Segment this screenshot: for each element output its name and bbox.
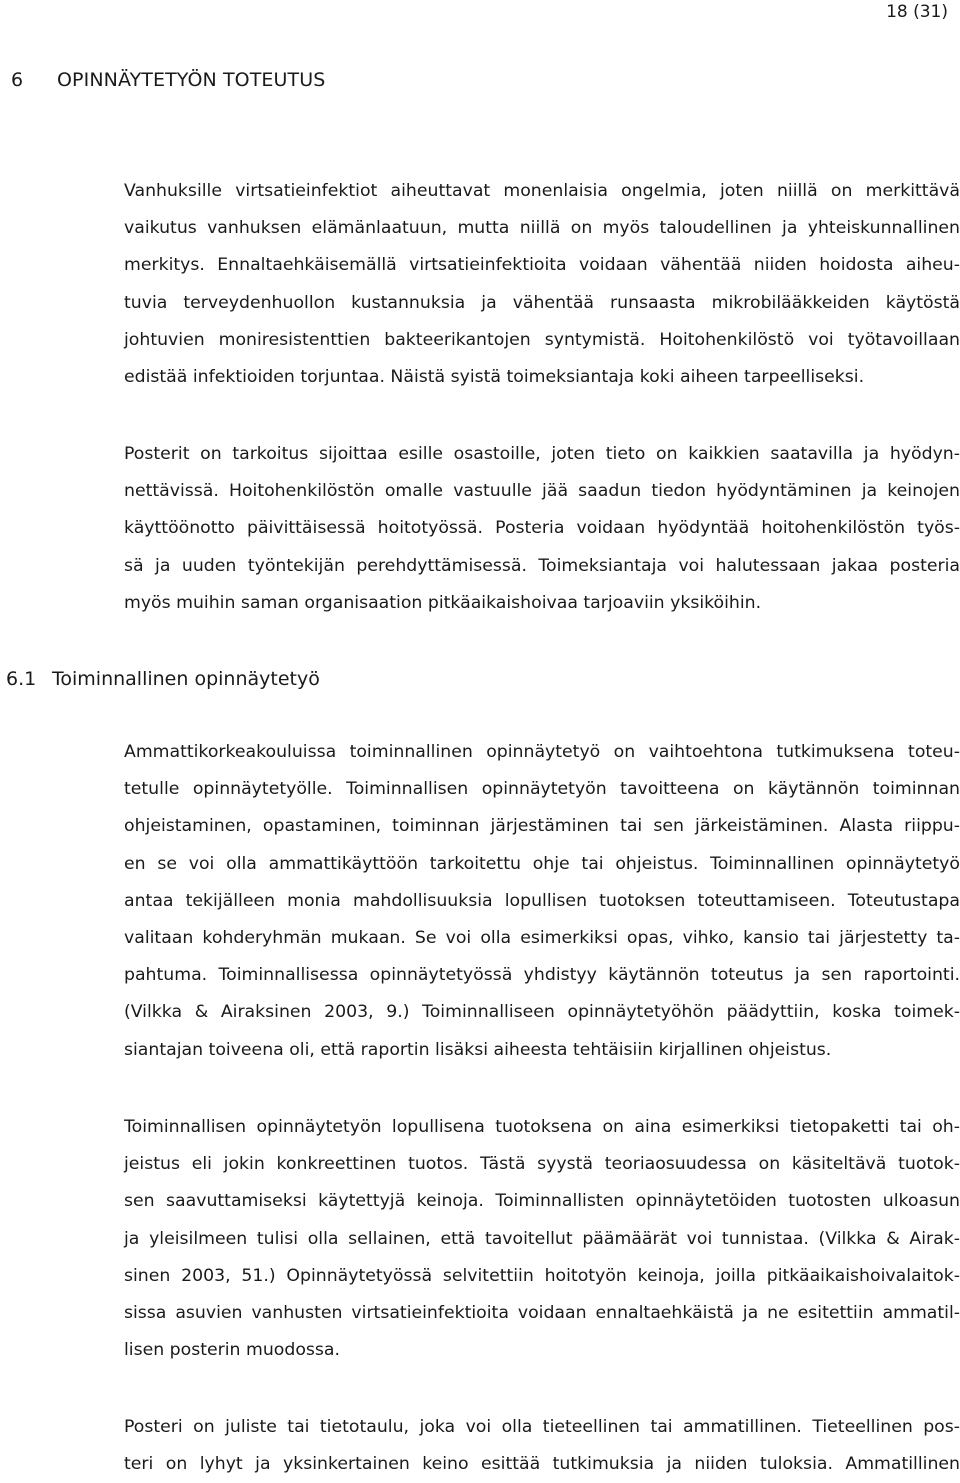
paragraph-5 bbox=[124, 1409, 960, 1483]
section-number: 6.1 bbox=[6, 668, 37, 690]
chapter-heading bbox=[11, 68, 325, 92]
section-title: Toiminnallinen opinnäytetyö bbox=[52, 668, 320, 690]
text-line: sissa asuvien vanhusten virtsatieinfektioita voidaan ennaltaehkäistä ja ne esitettiin ammatil- bbox=[124, 1303, 960, 1324]
text-line: myös muihin saman organisaation pitkäaikaishoivaa tarjoaviin yksiköihin. bbox=[124, 592, 762, 613]
page-number: 18 (31) bbox=[886, 2, 948, 22]
text-line: edistää infektioiden torjuntaa. Näistä syistä toimeksiantaja koki aiheen tarpeelliseksi. bbox=[124, 367, 865, 388]
text-line: lisen posterin muodossa. bbox=[124, 1340, 340, 1361]
text-line: en se voi olla ammattikäyttöön tarkoitettu ohje tai ohjeistus. Toiminnallinen opinnäytetyö bbox=[124, 853, 960, 874]
paragraph-2 bbox=[124, 436, 960, 622]
text-line: jeistus eli jokin konkreettinen tuotos. Tästä syystä teoriaosuudessa on käsiteltävä tuotok- bbox=[124, 1154, 960, 1175]
section-heading bbox=[6, 667, 320, 691]
paragraph-4 bbox=[124, 1109, 960, 1369]
text-line: nettävissä. Hoitohenkilöstön omalle vastuulle jää saadun tiedon hyödyntäminen ja keinojen bbox=[124, 481, 960, 502]
text-line: vaikutus vanhuksen elämänlaatuun, mutta niillä on myös taloudellinen ja yhteiskunnallinen bbox=[124, 218, 960, 239]
text-line: ohjeistaminen, opastaminen, toiminnan järjestäminen tai sen järkeistäminen. Alasta riippu- bbox=[124, 816, 960, 837]
paragraph-1 bbox=[124, 173, 960, 396]
text-line: merkitys. Ennaltaehkäisemällä virtsatieinfektioita voidaan vähentää niiden hoidosta aiheu- bbox=[124, 255, 960, 276]
text-line: Toiminnallisen opinnäytetyön lopullisena tuotoksena on aina esimerkiksi tietopaketti tai oh- bbox=[124, 1117, 960, 1137]
text-line: Posterit on tarkoitus sijoittaa esille osastoille, joten tieto on kaikkien saatavilla ja hyödyn- bbox=[124, 444, 960, 464]
text-line: ja yleisilmeen tulisi olla sellainen, että tavoitellut päämäärät voi tunnistaa. (Vilkka & Airak- bbox=[124, 1228, 960, 1249]
text-line: sen saavuttamiseksi käytettyjä keinoja. Toiminnallisten opinnäytetöiden tuotosten ulkoasun bbox=[124, 1191, 960, 1212]
text-line: teri on lyhyt ja yksinkertainen keino esittää tutkimuksia ja niiden tuloksia. Ammatillinen bbox=[124, 1454, 960, 1475]
text-line: pahtuma. Toiminnallisessa opinnäytetyössä yhdistyy käytännön toteutus ja sen raportointi. bbox=[124, 965, 960, 986]
text-line: sinen 2003, 51.) Opinnäytetyössä selvitettiin hoitotyön keinoja, joilla pitkäaikaishoivalaitok- bbox=[124, 1265, 960, 1286]
text-line: käyttöönotto päivittäisessä hoitotyössä. Posteria voidaan hyödyntää hoitohenkilöstön työs- bbox=[124, 518, 960, 539]
text-line: Posteri on juliste tai tietotaulu, joka voi olla tieteellinen tai ammatillinen. Tieteellinen pos- bbox=[124, 1417, 960, 1437]
text-line: sä ja uuden työntekijän perehdyttämisessä. Toimeksiantaja voi halutessaan jakaa posteria bbox=[124, 555, 960, 576]
paragraph-3 bbox=[124, 734, 960, 1069]
chapter-title: OPINNÄYTETYÖN TOTEUTUS bbox=[57, 69, 326, 91]
text-line: siantajan toiveena oli, että raportin lisäksi aiheesta tehtäisiin kirjallinen ohjeistus. bbox=[124, 1039, 832, 1060]
text-line: tuvia terveydenhuollon kustannuksia ja vähentää runsaasta mikrobilääkkeiden käytöstä bbox=[124, 292, 960, 313]
text-line: tetulle opinnäytetyölle. Toiminnallisen opinnäytetyön tavoitteena on käytännön toiminnan bbox=[124, 779, 960, 800]
text-line: antaa tekijälleen monia mahdollisuuksia lopullisen tuotoksen toteuttamiseen. Toteutustapa bbox=[124, 890, 960, 911]
chapter-number: 6 bbox=[11, 69, 24, 91]
text-line: Ammattikorkeakouluissa toiminnallinen opinnäytetyö on vaihtoehtona tutkimuksena toteu- bbox=[124, 742, 960, 762]
text-line: valitaan kohderyhmän mukaan. Se voi olla esimerkiksi opas, vihko, kansio tai järjestetty ta- bbox=[124, 928, 960, 949]
text-line: Vanhuksille virtsatieinfektiot aiheuttavat monenlaisia ongelmia, joten niillä on merkittävä bbox=[124, 181, 960, 201]
text-line: (Vilkka & Airaksinen 2003, 9.) Toiminnalliseen opinnäytetyöhön päädyttiin, koska toimek- bbox=[124, 1002, 960, 1023]
text-line: johtuvien moniresistenttien bakteerikantojen syntymistä. Hoitohenkilöstö voi työtavoillaan bbox=[124, 329, 960, 350]
